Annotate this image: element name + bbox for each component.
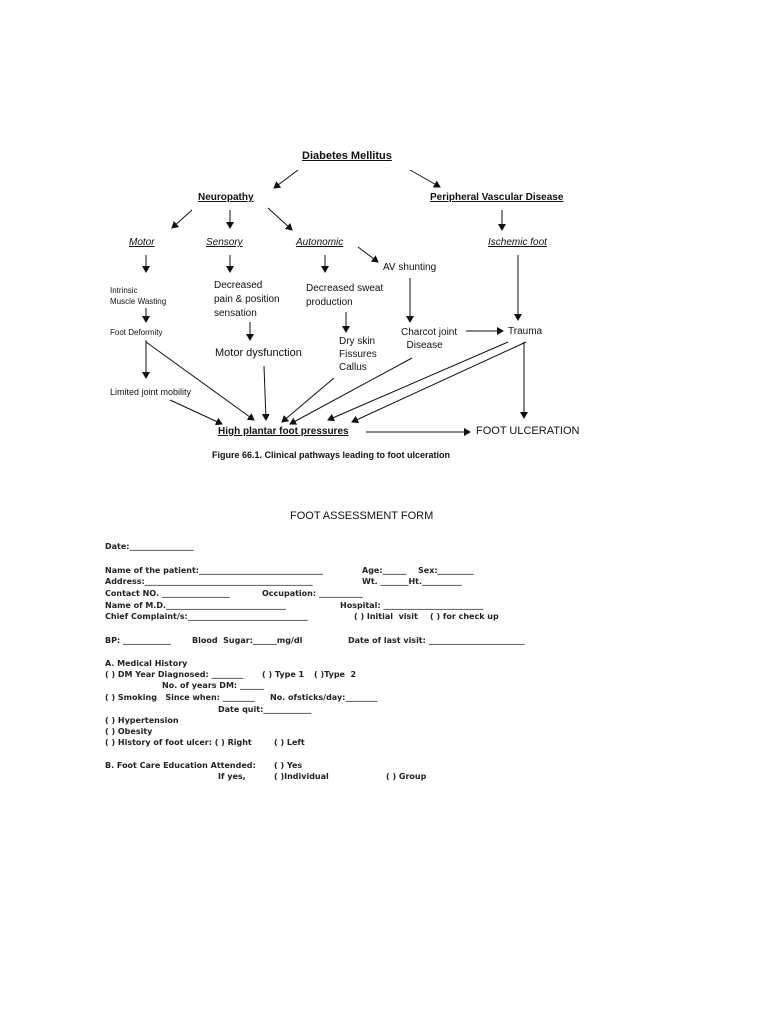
left-option: ( ) Left [274,738,305,747]
node-foot-ulceration: FOOT ULCERATION [476,425,580,437]
node-av-shunting: AV shunting [383,262,437,273]
md-name-field: Name of M.D.______________________________ [105,601,287,610]
node-limited-joint-mobility: Limited joint mobility [110,387,192,397]
weight-height-field: Wt. _______Ht.__________ [362,577,463,586]
node-decreased-pain: Decreased pain & position sensation [214,280,280,319]
contact-field: Contact NO. _________________ [105,589,230,598]
node-high-plantar-foot-pressures: High plantar foot pressures [218,426,349,437]
figure-caption: Figure 66.1. Clinical pathways leading to foot ulceration [212,450,451,460]
yes-option: ( ) Yes [274,761,303,770]
node-decreased-sweat: Decreased sweat production [306,283,384,308]
node-sensory: Sensory [206,237,243,248]
node-motor-dysfunction: Motor dysfunction [215,347,302,359]
chief-complaint-field: Chief Complaint/s:______________________________ [105,612,308,621]
initial-visit-option: ( ) Initial visit [354,612,418,621]
date-quit-field: Date quit:____________ [218,705,312,714]
arrow-neuropathy-to-motor [172,210,192,228]
node-dry-skin: Dry skin Fissures Callus [339,336,377,373]
individual-option: ( )Individual [274,772,329,781]
sticks-per-day-field: No. ofsticks/day:________ [270,693,378,702]
dm-year-field: ( ) DM Year Diagnosed: ________ [105,670,244,679]
blood-sugar-field: Blood Sugar:______mg/dl [192,636,303,645]
node-diabetes-mellitus: Diabetes Mellitus [302,150,392,162]
arrow-dm-to-neuropathy [274,170,298,188]
group-option: ( ) Group [386,772,427,781]
smoking-field: ( ) Smoking Since when: ________ [105,693,255,702]
node-intrinsic-muscle-wasting: Intrinsic Muscle Wasting [110,286,167,306]
patient-name-field: Name of the patient:_______________________________ [105,566,323,575]
sex-field: Sex:_________ [418,566,474,575]
type1-option: ( ) Type 1 [262,670,305,679]
date-field: Date:________________ [105,542,194,551]
type2-option: ( )Type 2 [314,670,357,679]
arrow-limited-joint-to-high-plantar [170,400,222,424]
arrow-trauma-to-high-plantar-2 [352,342,526,422]
arrow-neuropathy-to-autonomic [268,208,292,230]
obesity-option: ( ) Obesity [105,727,153,736]
arrow-motor-dysfunction-to-high-plantar [264,366,266,420]
node-peripheral-vascular-disease: Peripheral Vascular Disease [430,192,564,203]
arrow-dry-skin-to-high-plantar [282,378,334,422]
age-field: Age:______ [362,566,407,575]
last-visit-field: Date of last visit: ________________________ [348,636,525,645]
foot-ulcer-history-field: ( ) History of foot ulcer: ( ) Right [105,738,252,747]
node-trauma: Trauma [508,326,543,337]
bp-field: BP: ____________ [105,636,171,645]
node-charcot-joint-disease: Charcot joint Disease [401,327,458,351]
node-foot-deformity: Foot Deformity [110,328,163,337]
address-field: Address:__________________________________________ [105,577,313,586]
pathway-diagram [0,0,768,480]
node-ischemic-foot: Ischemic foot [488,237,547,248]
occupation-field: Occupation: ___________ [262,589,363,598]
foot-care-education-field: B. Foot Care Education Attended: [105,761,256,770]
hypertension-option: ( ) Hypertension [105,716,179,725]
node-motor: Motor [129,237,155,248]
medical-history-heading: A. Medical History [105,659,188,668]
hospital-field: Hospital: _________________________ [340,601,484,610]
form-title: FOOT ASSESSMENT FORM [290,510,434,522]
if-yes-label: If yes, [218,772,246,781]
years-dm-field: No. of years DM: ______ [162,681,264,690]
arrow-autonomic-to-av-shunting [358,247,378,262]
check-up-option: ( ) for check up [430,612,499,621]
arrow-dm-to-pvd [410,170,440,187]
node-neuropathy: Neuropathy [198,192,254,203]
node-autonomic: Autonomic [296,237,344,248]
